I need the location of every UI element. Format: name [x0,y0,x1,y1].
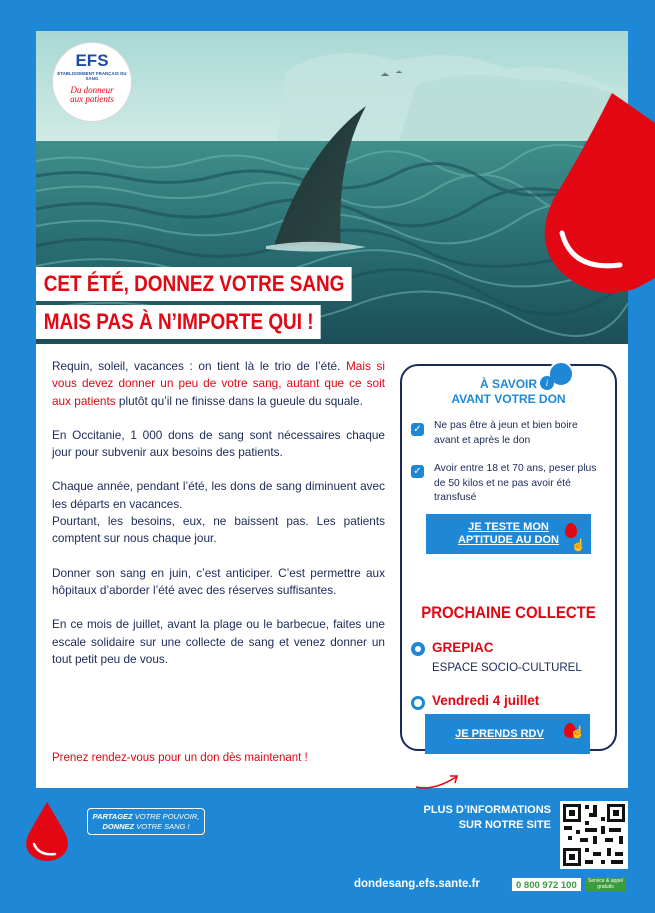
aptitude-test-button[interactable] [426,514,591,554]
free-service-badge: Service & appel gratuits [585,877,626,892]
collection-date: Vendredi 4 juillet [432,693,540,708]
info-sidebar [400,364,617,751]
book-appointment-button[interactable] [425,714,590,754]
efs-logo [52,42,132,122]
logo-tagline-line2: aux patients [70,94,114,104]
body-p1-end: plutôt qu’il ne finisse dans la gueule du squale. [118,393,363,408]
poster [36,31,628,788]
body-p1-highlight: Mais si vous devez donner un peu de votre sang, autant que ce soit aux patients [52,359,385,408]
slogan-bold-2: DONNEZ [102,822,135,831]
tip-fasting: Ne pas être à jeun et bien boire avant et après le don [434,420,578,446]
book-button-label: JE PRENDS RDV [455,728,544,740]
blood-drop-icon [565,523,577,538]
curved-arrow-icon [414,773,464,791]
checkbox-icon: ✓ [411,465,424,478]
info-icon: i [540,376,554,390]
savoir-title-line2: AVANT VOTRE DON [451,392,566,406]
slogan-rest-2: VOTRE SANG ! [134,822,190,831]
body-paragraph-2: En Occitanie, 1 000 dons de sang sont nécessaires chaque jour pour subvenir aux besoins des patients. [52,427,385,460]
savoir-title-line1: À SAVOIR [479,377,538,391]
body-paragraph-3a: Chaque année, pendant l’été, les dons de sang diminuent avec les départs en vacances. [52,479,385,511]
body-paragraph-5: En ce mois de juillet, avant la plage ou le barbecue, faites une escale solidaire sur une collecte de sang et venez donner un tout petit peu de vous. [52,617,385,666]
location-pin-icon [411,642,425,656]
clock-icon [411,696,425,710]
savoir-title [402,377,615,407]
body-paragraph-4: Donner son sang en juin, c’est anticiper. C’est permettre aux hôpitaux d’aborder l’été avec des réserves suffisantes. [52,565,385,597]
checkbox-icon: ✓ [411,423,424,436]
body-paragraph-3b: Pourtant, les besoins, eux, ne baissent pas. Les patients comptent sur nous chaque jour. [52,514,385,546]
headline-line-2: MAIS PAS À N’IMPORTE QUI ! [36,305,320,339]
pointer-hand-icon: ☝ [571,538,586,552]
aptitude-button-line2: APTITUDE AU DON [457,534,560,546]
body-paragraph-1 [52,358,385,410]
more-info-line2: SUR NOTRE SITE [458,819,551,831]
body-text [52,358,385,685]
next-collection-title: PROCHAINE COLLECTE [421,603,596,622]
tip-eligibility: Avoir entre 18 et 70 ans, peser plus de 50 kilos et ne pas avoir été transfusé [434,463,597,503]
more-info-line1: PLUS D’INFORMATIONS [423,804,551,816]
logo-mark: EFS [75,51,109,70]
slogan-rest-1: VOTRE POUVOIR, [132,812,200,821]
logo-tagline-line1: Du donneur [70,85,114,95]
website-link[interactable]: dondesang.efs.sante.fr [354,878,480,890]
headline-line-1: CET ÉTÉ, DONNEZ VOTRE SANG [36,267,351,301]
aptitude-button-line1: JE TESTE MON [468,521,549,533]
more-info-text [398,803,551,833]
body-p1-start: Requin, soleil, vacances : on tient là le trio de l’été. [52,359,341,373]
collection-venue: ESPACE SOCIO-CULTUREL [432,662,582,674]
slogan-bold-1: PARTAGEZ [92,812,133,821]
qr-code[interactable] [560,801,628,869]
collection-city: GREPIAC [432,640,494,655]
hero-image [36,31,628,344]
pointer-hand-icon: ☝ [570,725,585,739]
large-blood-drop-icon [542,93,655,298]
final-call-to-action: Prenez rendez-vous pour un don dès maintenant ! [52,752,308,764]
slogan-badge [87,808,205,835]
phone-number[interactable]: 0 800 972 100 [511,877,582,892]
logo-org-name: ÉTABLISSEMENT FRANÇAIS DU SANG [57,71,127,81]
footer-blood-drop-icon [25,802,69,862]
logo-tagline [53,86,131,104]
